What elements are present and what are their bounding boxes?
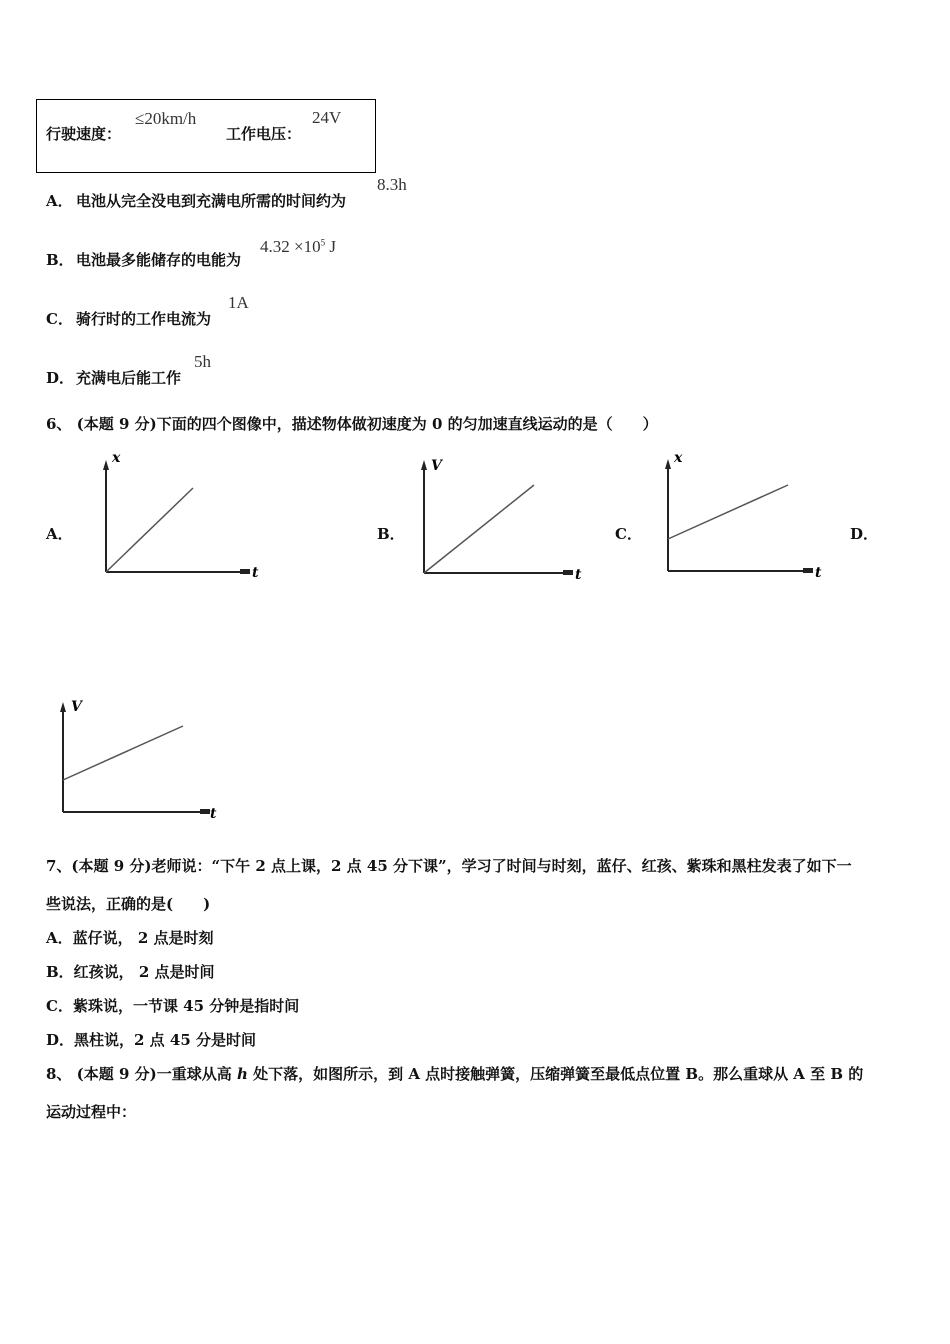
- graph-c-x-label: t: [815, 565, 822, 581]
- graph-d-x-arrow: [200, 809, 210, 814]
- graph-b-line: [424, 485, 534, 573]
- q6-option-c-label: C．: [615, 525, 642, 543]
- speed-label: 行驶速度：: [46, 125, 122, 143]
- graph-a-x-label: t: [252, 565, 259, 581]
- q5-option-b-text: 电池最多能储存的电能为: [76, 251, 242, 269]
- graph-b-x-arrow: [563, 570, 573, 575]
- q7-question-line2: 些说法，正确的是( ): [46, 895, 211, 913]
- graph-a: [95, 450, 270, 585]
- voltage-label: 工作电压：: [226, 125, 302, 143]
- q5-option-d-text: 充满电后能工作: [76, 369, 182, 387]
- graph-d-line: [63, 726, 183, 780]
- q6-option-a-label: A．: [46, 525, 73, 543]
- graph-c-y-arrow: [665, 459, 671, 469]
- q5-option-a-value: 8.3h: [377, 175, 407, 194]
- graph-b-x-label: t: [575, 567, 582, 583]
- q8-variable-h: h: [236, 1065, 248, 1083]
- q5-option-d-letter: D．: [46, 369, 75, 387]
- q7-option-d: D．黑柱说，2 点 45 分是时间: [46, 1031, 256, 1049]
- graph-a-y-arrow: [103, 460, 109, 470]
- q5-option-a-letter: A．: [46, 192, 73, 210]
- q7-question-line1: 7、(本题 9 分)老师说：“下午 2 点上课，2 点 45 分下课”，学习了时间与时刻，蓝仔、红孩、紫珠和黑柱发表了如下一: [46, 857, 852, 875]
- q7-option-c: C．紫珠说，一节课 45 分钟是指时间: [46, 997, 300, 1015]
- q5-option-a-text: 电池从完全没电到充满电所需的时间约为: [76, 192, 347, 210]
- voltage-value: 24V: [312, 108, 342, 127]
- q7-option-a: A．蓝仔说， 2 点是时刻: [46, 929, 214, 947]
- q5-option-c-value: 1A: [228, 293, 249, 312]
- graph-d-x-label: t: [210, 806, 217, 822]
- q5-option-c-letter: C．: [46, 310, 73, 328]
- q7-option-b: B．红孩说， 2 点是时间: [46, 963, 215, 981]
- graph-c-y-label: x: [674, 450, 683, 466]
- graph-b-y-label: V: [431, 458, 442, 474]
- q5-option-c-text: 骑行时的工作电流为: [76, 310, 212, 328]
- graph-c-x-arrow: [803, 568, 813, 573]
- q5-option-d-value: 5h: [194, 352, 211, 371]
- graph-d-y-arrow: [60, 702, 66, 712]
- graph-c: [657, 448, 832, 583]
- q5-option-b-value: $4.32 \times 10^5$ J: [260, 237, 336, 256]
- q5-option-b-letter: B．: [46, 251, 74, 269]
- q8-question-line2: 运动过程中：: [46, 1103, 137, 1121]
- graph-d-y-label: V: [71, 699, 82, 715]
- q6-option-b-label: B．: [377, 525, 405, 543]
- graph-a-x-arrow: [240, 569, 250, 574]
- graph-c-line: [668, 485, 788, 539]
- graph-a-y-label: x: [112, 450, 121, 466]
- speed-value: ≤20km/h: [135, 109, 197, 128]
- q6-question: 6、 (本题 9 分)下面的四个图像中，描述物体做初速度为 0 的匀加速直线运动的是（ ）: [46, 415, 658, 433]
- graph-d: [52, 695, 227, 830]
- q8-question-line1: 8、 (本题 9 分)一重球从高 h 处下落，如图所示，到 A 点时接触弹簧，压缩弹簧至最低点位置 B。那么重球从 A 至 B 的: [46, 1065, 864, 1083]
- q6-option-d-label: D．: [850, 525, 879, 543]
- graph-a-line: [106, 488, 193, 572]
- graph-b: [412, 452, 587, 587]
- graph-b-y-arrow: [421, 460, 427, 470]
